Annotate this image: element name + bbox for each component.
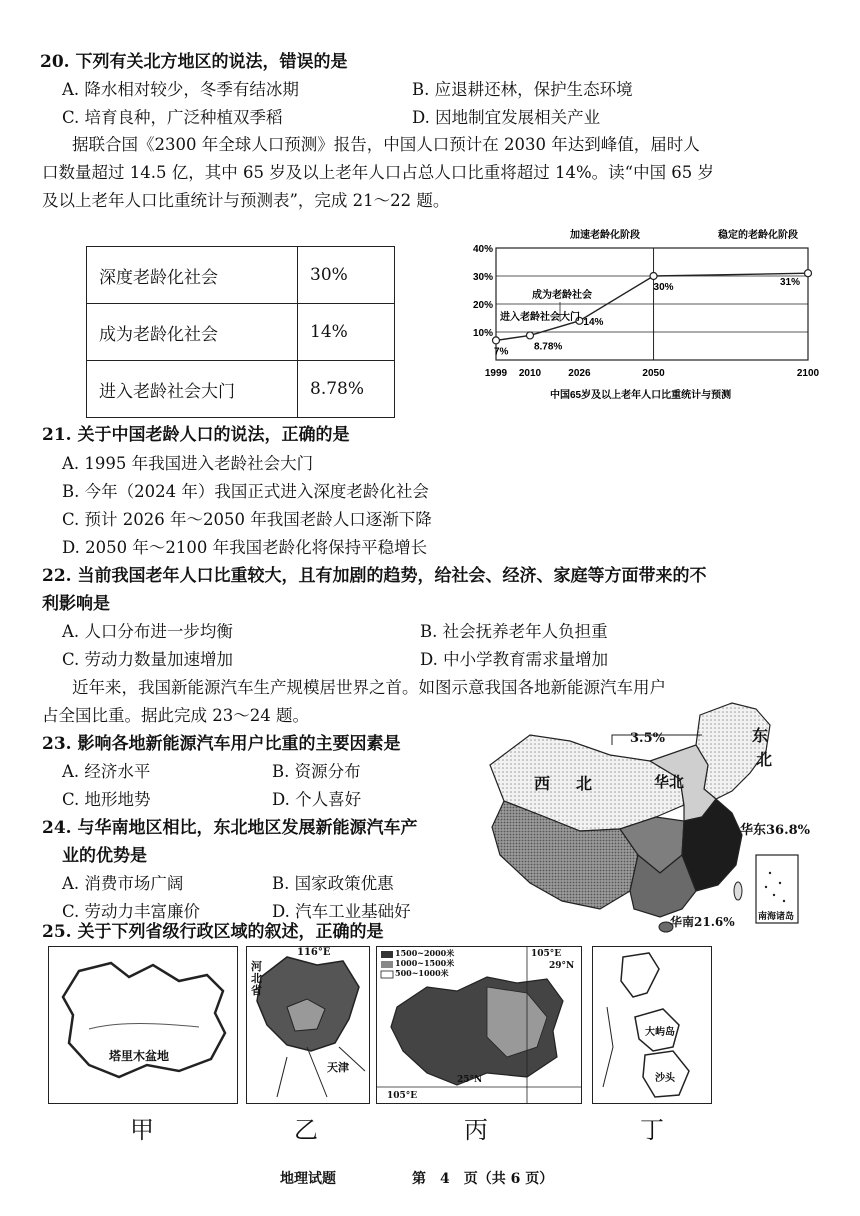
chart-x-tick-label: 2050 bbox=[642, 368, 665, 379]
footer-subject: 地理试题 bbox=[280, 1171, 336, 1187]
chart-x-tick-label: 2100 bbox=[796, 368, 820, 379]
q23-option-d: D. 个人喜好 bbox=[272, 790, 362, 809]
q21-option-d: D. 2050 年～2100 年我国老龄化将保持平稳增长 bbox=[62, 538, 428, 557]
map-label-huanan: 华南21.6% bbox=[670, 915, 735, 929]
q20-option-a: A. 降水相对较少，冬季有结冰期 bbox=[62, 80, 299, 99]
bing-legend-1: 1500~2000米 bbox=[395, 948, 455, 958]
q21-option-c: C. 预计 2026 年～2050 年我国老龄人口逐渐下降 bbox=[62, 510, 432, 529]
bing-lat-top: 29°N bbox=[549, 961, 575, 971]
chart-stage-label: 稳定的老龄化阶段 bbox=[718, 230, 798, 241]
map-label-bei: 北 bbox=[756, 750, 773, 769]
chart-stage-label: 加速老龄化阶段 bbox=[570, 230, 640, 241]
q20-stem: 20. 下列有关北方地区的说法，错误的是 bbox=[40, 52, 348, 72]
table-cell-value: 14% bbox=[298, 304, 395, 361]
map-label-northwest-pct: 3.5% bbox=[630, 731, 665, 746]
intro-21-22-line3: 及以上老年人口比重统计与预测表”，完成 21～22 题。 bbox=[42, 191, 450, 210]
q23-option-b: B. 资源分布 bbox=[272, 762, 361, 781]
bing-legend-2: 1000~1500米 bbox=[395, 958, 455, 968]
chart-data-point bbox=[526, 332, 533, 339]
yi-longitude-label: 116°E bbox=[297, 947, 331, 958]
intro-23-24-line2: 占全国比重。据此完成 23～24 题。 bbox=[42, 706, 309, 725]
q22-option-b: B. 社会抚养老年人负担重 bbox=[420, 622, 608, 641]
q24-option-a: A. 消费市场广阔 bbox=[62, 874, 184, 893]
map-label-bei2: 北 bbox=[576, 774, 593, 793]
xinjiang-outline bbox=[49, 947, 237, 1103]
chart-data-label: 31% bbox=[780, 277, 801, 289]
chart-y-tick-label: 20% bbox=[472, 300, 493, 311]
china-nev-map bbox=[470, 695, 820, 935]
table-cell-value: 30% bbox=[298, 247, 395, 304]
q22-stem-line2: 利影响是 bbox=[42, 594, 110, 614]
chart-data-label: 8.78% bbox=[533, 341, 563, 353]
table-row bbox=[87, 247, 395, 304]
panel-label-bing: 丙 bbox=[464, 1116, 488, 1144]
table-cell-label: 成为老龄化社会 bbox=[87, 304, 298, 361]
map-label-huabei: 华北 bbox=[654, 773, 685, 791]
chart-x-tick-label: 2010 bbox=[518, 368, 542, 379]
bing-lon-bottom: 105°E bbox=[387, 1091, 418, 1101]
q24-stem-line2: 业的优势是 bbox=[62, 846, 147, 866]
bing-legend-3: 500~1000米 bbox=[395, 968, 449, 978]
chart-y-tick-label: 30% bbox=[472, 272, 493, 283]
aging-stage-table bbox=[86, 246, 395, 418]
map-inset-label: 南海诸岛 bbox=[758, 912, 795, 922]
chart-x-tick-label: 2026 bbox=[568, 368, 591, 379]
q20-option-c: C. 培育良种，广泛种植双季稻 bbox=[62, 108, 283, 127]
chart-data-label: 30% bbox=[653, 282, 674, 293]
beijing-map bbox=[247, 947, 369, 1103]
chart-data-point bbox=[493, 337, 500, 344]
q24-option-d: D. 汽车工业基础好 bbox=[272, 902, 411, 921]
chart-data-point bbox=[650, 273, 657, 280]
chart-data-label: 7% bbox=[494, 346, 509, 358]
q22-option-a: A. 人口分布进一步均衡 bbox=[62, 622, 233, 641]
panel-jia-map bbox=[48, 946, 238, 1104]
table-row bbox=[87, 304, 395, 361]
ding-island1-label: 大屿岛 bbox=[645, 1027, 675, 1038]
panel-label-jia: 甲 bbox=[130, 1116, 154, 1144]
panel-ding-map bbox=[592, 946, 712, 1104]
chart-series-line bbox=[496, 273, 808, 340]
q22-option-c: C. 劳动力数量加速增加 bbox=[62, 650, 234, 669]
panel-label-yi: 乙 bbox=[294, 1116, 318, 1144]
chart-annotation: 进入老龄社会大门 bbox=[500, 312, 580, 323]
map-label-dong: 东 bbox=[752, 726, 769, 745]
intro-23-24-line1: 近年来，我国新能源汽车生产规模居世界之首。如图示意我国各地新能源汽车用户 bbox=[72, 678, 666, 697]
q25-stem: 25. 关于下列省级行政区域的叙述，正确的是 bbox=[42, 922, 384, 942]
q23-option-a: A. 经济水平 bbox=[62, 762, 151, 781]
yi-tianjin-label: 天津 bbox=[327, 1061, 349, 1074]
tarim-basin-label: 塔里木盆地 bbox=[109, 1049, 170, 1063]
q20-option-b: B. 应退耕还林，保护生态环境 bbox=[412, 80, 633, 99]
q21-option-b: B. 今年（2024 年）我国正式进入深度老龄化社会 bbox=[62, 482, 429, 501]
q21-option-a: A. 1995 年我国进入老龄社会大门 bbox=[62, 454, 314, 473]
intro-21-22-line1: 据联合国《2300 年全球人口预测》报告，中国人口预计在 2030 年达到峰值，届时人 bbox=[72, 135, 700, 154]
map-label-huadong: 华东36.8% bbox=[740, 823, 811, 838]
q24-stem-line1: 24. 与华南地区相比，东北地区发展新能源汽车产 bbox=[42, 818, 418, 838]
intro-21-22-line2: 口数量超过 14.5 亿，其中 65 岁及以上老年人口占总人口比重将超过 14%。读“中国 65 岁 bbox=[42, 163, 715, 182]
q20-option-d: D. 因地制宜发展相关产业 bbox=[412, 108, 601, 127]
chart-data-label: 14% bbox=[583, 316, 604, 328]
footer-page-number: 第 4 页（共 6 页） bbox=[412, 1171, 554, 1187]
q22-option-d: D. 中小学教育需求量增加 bbox=[420, 650, 609, 669]
q24-option-c: C. 劳动力丰富廉价 bbox=[62, 902, 201, 921]
chart-data-point bbox=[805, 270, 812, 277]
q23-stem: 23. 影响各地新能源汽车用户比重的主要因素是 bbox=[42, 734, 401, 754]
table-cell-label: 深度老龄化社会 bbox=[87, 247, 298, 304]
yi-hebei-label: 河北省 bbox=[251, 960, 262, 997]
table-cell-label: 进入老龄社会大门 bbox=[87, 361, 298, 418]
q24-option-b: B. 国家政策优惠 bbox=[272, 874, 394, 893]
panel-yi-map bbox=[246, 946, 370, 1104]
q23-option-c: C. 地形地势 bbox=[62, 790, 151, 809]
chart-y-tick-label: 40% bbox=[472, 244, 493, 255]
chart-title: 中国65岁及以上老年人口比重统计与预测 bbox=[550, 390, 732, 401]
q22-stem-line1: 22. 当前我国老年人口比重较大，且有加剧的趋势，给社会、经济、家庭等方面带来的不 bbox=[42, 566, 707, 586]
chart-x-tick-label: 1999 bbox=[484, 368, 508, 379]
panel-label-ding: 丁 bbox=[640, 1116, 664, 1144]
table-cell-value: 8.78% bbox=[298, 361, 395, 418]
panel-bing-map bbox=[376, 946, 582, 1104]
chart-annotation: 成为老龄社会 bbox=[532, 290, 592, 301]
chart-y-tick-label: 10% bbox=[472, 328, 493, 339]
bing-lon-top: 105°E bbox=[531, 949, 562, 959]
aging-line-chart bbox=[460, 226, 820, 404]
q21-stem: 21. 关于中国老龄人口的说法，正确的是 bbox=[42, 425, 350, 445]
ding-island2-label: 沙头 bbox=[655, 1073, 675, 1084]
table-row bbox=[87, 361, 395, 418]
map-label-xi: 西 bbox=[534, 774, 551, 793]
bing-lat-bottom: 25°N bbox=[457, 1075, 483, 1085]
